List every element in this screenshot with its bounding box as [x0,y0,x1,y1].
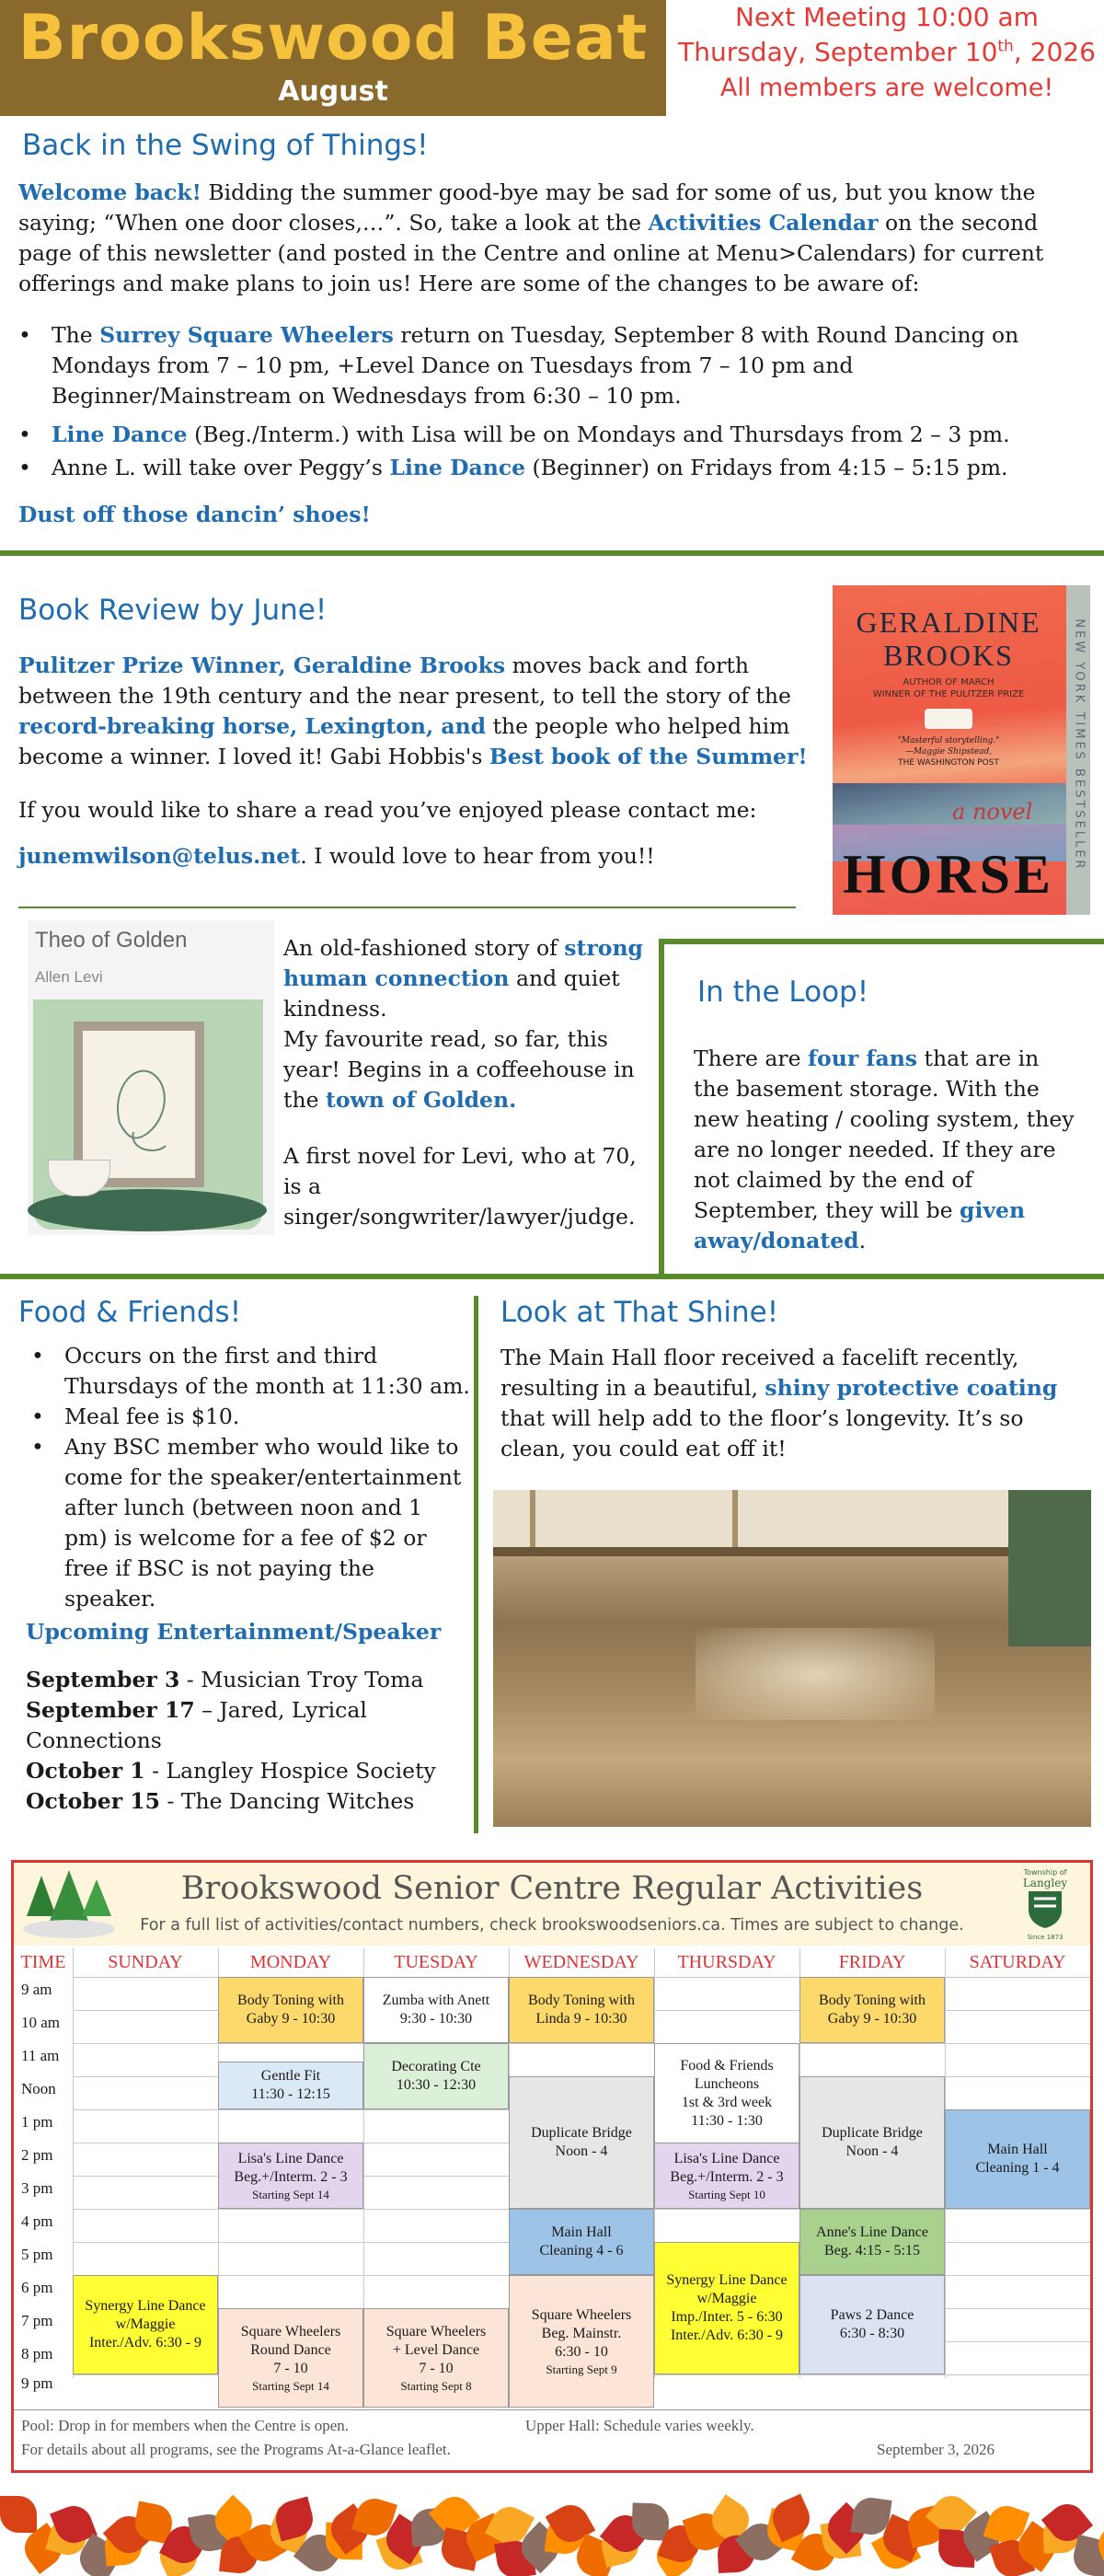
event-monday-gentle-fit[interactable] [218,2062,363,2109]
book-share-text: If you would like to share a read you’ve enjoyed please contact me: [18,797,757,823]
calendar-title: Brookswood Senior Centre Regular Activities [180,1870,924,1907]
loop-text: There are four fans that are in the basement storage. With the new heating / cooling system, they are no longer needed. If they are not claimed by the end of September, they will be given away/donated. [694,1045,1075,1253]
event-line: Body Toning with [528,1993,635,2008]
event-line: Duplicate Bridge [822,2125,923,2141]
event-note: Starting Sept 14 [252,2378,329,2393]
list-item: • Anne L. will take over Peggy’s Line Dance (Beginner) on Fridays from 4:15 – 5:15 pm. [15,453,1086,483]
time-label: 4 pm [21,2212,53,2230]
cover-quote3: THE WASHINGTON POST [898,758,999,768]
list-item: • Meal fee is $10. [28,1402,471,1432]
langley-logo-text2: Langley [1022,1877,1068,1889]
time-label: 6 pm [21,2279,53,2296]
shine-heading: Look at That Shine! [500,1296,779,1329]
activities-calendar [11,1860,1093,2473]
event-line: Duplicate Bridge [531,2125,632,2141]
newsletter-title: Brookswood Beat [17,2,649,75]
event-wednesday-body-toning[interactable] [509,1977,654,2043]
event-line: Main Hall [551,2224,612,2240]
cover-author1: GERALDINE [856,606,1041,639]
langley-logo-text1: Township of [1023,1868,1067,1877]
swing-bullets [15,320,1086,483]
list-item: October 1 - Langley Hospice Society [26,1758,436,1784]
event-line: Food & Friends [680,2058,774,2074]
book-contact: junemwilson@telus.net. I would love to hear from you!! [18,843,655,869]
time-label: 7 pm [21,2312,53,2329]
langley-logo [1009,1868,1081,1942]
event-line: Synergy Line Dance [85,2298,206,2314]
section-divider [18,907,796,908]
loop-border-top [661,939,1104,944]
event-line: Gentle Fit [260,2068,321,2084]
event-line: w/Maggie [696,2291,757,2306]
time-label: 8 pm [21,2345,53,2362]
activities-calendar-link[interactable]: Activities Calendar [648,210,879,236]
day-header-sunday: SUNDAY [108,1952,183,1972]
calendar-footer-divider [14,2409,1090,2410]
footer-upper-hall: Upper Hall: Schedule varies weekly. [525,2417,754,2434]
time-header: TIME [20,1952,66,1972]
time-label: 1 pm [21,2113,53,2131]
theo-text2: My favourite read, so far, this year! Begins in a coffeehouse in the town of Golden. [283,1026,635,1113]
day-header-wednesday: WEDNESDAY [523,1952,639,1972]
event-line: 1st & 3rd week [681,2095,773,2110]
swing-heading: Back in the Swing of Things! [22,129,429,162]
email-link[interactable]: junemwilson@telus.net [18,843,301,869]
event-line: 11:30 - 12:15 [251,2086,330,2102]
event-line: Noon - 4 [845,2143,899,2159]
event-line: Square Wheelers [385,2323,487,2339]
time-label: 5 pm [21,2246,53,2263]
theo-text3: A first novel for Levi, who at 70, is a singer/songwriter/lawyer/judge. [283,1143,637,1230]
upcoming-heading: Upcoming Entertainment/Speaker [26,1619,442,1645]
event-line: Synergy Line Dance [666,2272,788,2288]
column-divider [474,1296,478,1833]
event-line: Inter./Adv. 6:30 - 9 [670,2328,784,2343]
main-hall-floor-photo [493,1490,1091,1827]
day-header-thursday: THURSDAY [677,1952,776,1972]
event-tuesday-decorating[interactable] [363,2043,509,2109]
event-wednesday-beginner[interactable] [509,2275,654,2408]
time-label: 9 pm [21,2374,53,2392]
swing-intro: Welcome back! Bidding the summer good-bye may be sad for some of us, but you know the saying; “When one door closes,…”. So, take a look at the Activities Calendar on the second page of this newsletter (and posted in the Centre and online at Menu>Calendars) for current offerings and make plans to join us! Here are some of the changes to be aware of: [18,179,1044,296]
theo-cover-title: Theo of Golden [35,928,188,953]
cover-spine: NEW YORK TIMES BESTSELLER [1072,618,1087,872]
event-line: Body Toning with [819,1993,926,2008]
event-line: Noon - 4 [555,2143,608,2159]
event-line: Lisa's Line Dance [673,2150,780,2166]
event-line: Imp./Inter. 5 - 6:30 [671,2309,783,2325]
section-divider [0,1274,1104,1279]
event-monday-body-toning[interactable] [218,1977,363,2043]
cover-author2: BROOKS [883,639,1014,672]
day-header-saturday: SATURDAY [969,1952,1066,1972]
event-line: Beg. 4:15 - 5:15 [824,2243,920,2258]
list-item: • Line Dance (Beg./Interm.) with Lisa will be on Mondays and Thursdays from 2 – 3 pm. [15,420,1086,450]
cover-note1: AUTHOR OF MARCH [903,677,995,687]
newsletter-month: August [278,75,388,108]
event-saturday-hall-cleaning[interactable] [945,2109,1090,2209]
event-thursday-synergy[interactable] [654,2242,799,2374]
event-line: 7 - 10 [273,2360,308,2376]
event-friday-line-dance[interactable] [799,2209,945,2275]
event-line: w/Maggie [115,2316,176,2332]
event-line: Anne's Line Dance [816,2224,928,2240]
time-label: 2 pm [21,2146,53,2164]
event-line: Main Hall [987,2142,1048,2157]
event-line: Luncheons [694,2076,760,2092]
event-line: + Level Dance [392,2341,480,2358]
day-header-monday: MONDAY [249,1952,332,1972]
theo-book-cover [28,920,274,1235]
book-heading: Book Review by June! [18,594,328,627]
event-line: 10:30 - 12:30 [396,2077,477,2093]
calendar-grid-line [73,2043,1090,2044]
event-line: Lisa's Line Dance [237,2150,344,2166]
event-thursday-line-dance[interactable] [654,2143,799,2209]
event-thursday-food-friends[interactable] [654,2043,799,2144]
event-line: 9:30 - 10:30 [399,2011,473,2027]
food-bullets [28,1341,471,1614]
cover-quote2: —Maggie Shipstead, [904,747,993,757]
event-note: Starting Sept 10 [688,2187,765,2201]
autumn-leaves-border [0,2487,1104,2576]
cover-note2: WINNER OF THE PULITZER PRIZE [872,689,1025,699]
theo-cover-author: Allen Levi [35,968,103,986]
event-line: Paws 2 Dance [830,2307,914,2323]
event-line: Body Toning with [237,1993,344,2008]
shine-text: The Main Hall floor received a facelift recently, resulting in a beautiful, shiny protective coating that will help add to the floor’s longevity. It’s so clean, you could eat off it! [500,1345,1058,1461]
event-line: 6:30 - 10 [555,2343,608,2360]
calendar-subtitle: For a full list of activities/contact numbers, check brookswoodseniors.ca. Times are subject to change. [140,1916,964,1935]
footer-date: September 3, 2026 [877,2441,995,2458]
leaf-icon [0,2496,37,2533]
event-note: Starting Sept 8 [400,2378,472,2393]
event-line: Beg.+/Interm. 2 - 3 [670,2168,784,2185]
cover-title: HORSE [842,844,1055,905]
event-wednesday-bridge[interactable] [509,2076,654,2209]
event-line: Inter./Adv. 6:30 - 9 [88,2335,202,2351]
event-friday-paws[interactable] [799,2275,945,2374]
penguin-logo [925,709,972,729]
event-line: Gaby 9 - 10:30 [246,2011,336,2027]
horse-book-cover [833,585,1090,915]
event-line: Beg.+/Interm. 2 - 3 [234,2168,348,2185]
cover-quote1: "Masterful storytelling." [897,736,1000,745]
food-heading: Food & Friends! [18,1296,242,1329]
event-line: 11:30 - 1:30 [691,2113,763,2129]
event-monday-line-dance[interactable] [218,2143,363,2209]
day-header-tuesday: TUESDAY [394,1952,478,1972]
event-line: Cleaning 4 - 6 [539,2243,624,2258]
day-header-friday: FRIDAY [838,1952,906,1972]
event-wednesday-hall-cleaning[interactable] [509,2209,654,2275]
time-label: 3 pm [21,2179,53,2197]
upcoming-events [26,1665,458,1817]
meeting-welcome: All members are welcome! [719,74,1054,102]
shield-icon [1027,1889,1064,1930]
event-line: Linda 9 - 10:30 [535,2011,627,2027]
event-monday-round-dance[interactable] [218,2308,363,2408]
loop-border-left [659,939,664,1277]
event-note: Starting Sept 14 [252,2187,329,2201]
swing-closing: Dust off those dancin’ shoes! [18,502,371,527]
event-line: 7 - 10 [419,2360,454,2376]
footer-pool: Pool: Drop in for members when the Centre is open. [21,2417,349,2434]
list-item: • Any BSC member who would like to come for the speaker/entertainment after lunch (between noon and 1 pm) is welcome for a fee of $2 or free if BSC is not paying the speaker. [28,1432,471,1614]
event-line: Cleaning 1 - 4 [975,2160,1060,2176]
time-label: 9 am [21,1981,52,1998]
time-label: 10 am [21,2014,61,2031]
section-divider [0,550,1104,556]
event-note: Starting Sept 9 [546,2362,617,2376]
meeting-date: Thursday, September 10th, 2026 [678,37,1096,67]
cover-a-novel: a novel [952,799,1033,825]
list-item: September 17 – Jared, Lyrical Connections [26,1697,367,1753]
langley-logo-text3: Since 1873 [1027,1934,1064,1941]
event-friday-body-toning[interactable] [799,1977,945,2043]
event-line: Square Wheelers [531,2306,632,2323]
book-review-text: Pulitzer Prize Winner, Geraldine Brooks moves back and forth between the 19th century and the near present, to tell the story of the record-breaking horse, Lexington, and the people who helped him become a winner. I loved it! Gabi Hobbis's Best book of the Summer! [18,653,808,769]
event-line: Beg. Mainstr. [541,2325,622,2341]
theo-text1: An old-fashioned story of strong human connection and quiet kindness. [283,935,643,1022]
meeting-time: Next Meeting 10:00 am [735,2,1039,32]
time-label: 11 am [21,2047,60,2064]
event-friday-bridge[interactable] [799,2076,945,2209]
event-line: Gaby 9 - 10:30 [827,2011,917,2027]
event-tuesday-zumba[interactable] [363,1977,509,2043]
event-sunday-synergy[interactable] [73,2275,218,2374]
event-line: Square Wheelers [240,2323,341,2339]
event-tuesday-level-dance[interactable] [363,2308,509,2408]
loop-heading: In the Loop! [697,976,869,1009]
time-label: Noon [21,2080,56,2097]
footer-details: For details about all programs, see the Programs At-a-Glance leaflet. [21,2441,451,2458]
list-item: September 3 - Musician Troy Toma [26,1667,424,1692]
event-line: Zumba with Anett [382,1993,490,2008]
event-line: Decorating Cte [391,2059,481,2074]
event-line: Round Dance [250,2341,331,2358]
list-item: October 15 - The Dancing Witches [26,1788,415,1814]
list-item: • Occurs on the first and third Thursdays of the month at 11:30 am. [28,1341,471,1402]
event-line: 6:30 - 8:30 [839,2326,905,2341]
list-item: • The Surrey Square Wheelers return on Tuesday, September 8 with Round Dancing on Mondays from 7 – 10 pm, +Level Dance on Tuesdays from 7 – 10 pm and Beginner/Mainstream on Wednesdays from 6:30 – 10 pm. [15,320,1086,411]
